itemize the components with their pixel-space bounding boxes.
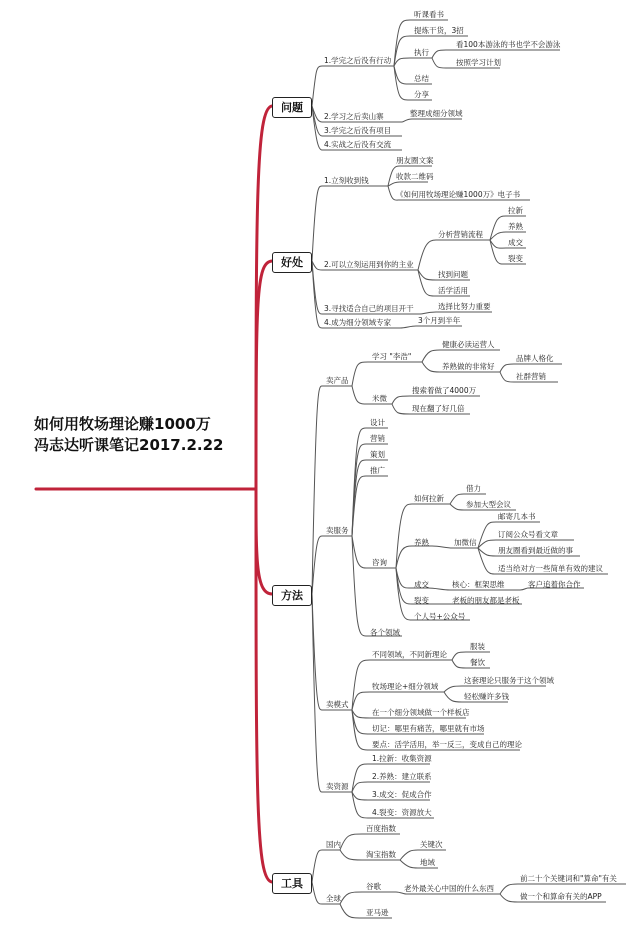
root-title-line1: 如何用牧场理论赚1000万 <box>34 415 211 433</box>
node-haochu-b: 2.可以立刻运用到你的主业 <box>324 260 414 269</box>
node-fangfa-a22: 现在翻了好几倍 <box>412 404 465 413</box>
node-fangfa-a121: 品牌人格化 <box>516 354 554 363</box>
node-fangfa-a12: 养熟做的非常好 <box>442 362 495 371</box>
node-haochu-a2: 收款二维码 <box>396 172 434 181</box>
node-fangfa-a1: 学习 "李浩" <box>372 352 412 361</box>
node-wenti-a5: 分享 <box>414 90 429 99</box>
node-wenti-a1: 听课看书 <box>414 10 444 19</box>
node-fangfa-b4: 推广 <box>370 466 385 475</box>
node-gongju-a21: 关键次 <box>420 840 443 849</box>
node-fangfa-a2: 米微 <box>372 394 387 403</box>
node-fangfa-d1: 1.拉新：收集资源 <box>372 754 432 763</box>
node-fangfa-b2: 营销 <box>370 434 385 443</box>
node-fangfa-b3: 策划 <box>370 450 385 459</box>
node-haochu-b3: 活学活用 <box>438 286 468 295</box>
node-fangfa-a21: 搜索着做了4000万 <box>412 386 477 395</box>
node-fangfa-c12: 餐饮 <box>470 658 485 667</box>
node-fangfa-a: 卖产品 <box>326 376 349 385</box>
node-haochu-b14: 裂变 <box>508 254 523 263</box>
node-fangfa-c22: 轻松赚许多钱 <box>464 692 509 701</box>
node-gongju-b111: 前二十个关键词和"算命"有关 <box>520 874 617 883</box>
node-fangfa-a122: 社群营销 <box>516 372 546 381</box>
node-fangfa-b5: 咨询 <box>372 558 387 567</box>
node-fangfa-b541: 老板的朋友都是老板 <box>452 596 520 605</box>
node-gongju-a2: 淘宝指数 <box>366 850 396 859</box>
node-wenti-a4: 总结 <box>414 74 429 83</box>
branch-wenti[interactable]: 问题 <box>272 97 312 118</box>
node-haochu-a1: 朋友圈文案 <box>396 156 434 165</box>
node-fangfa-b5311: 客户追着你合作 <box>528 580 581 589</box>
root-title <box>34 414 244 456</box>
node-fangfa-d: 卖资源 <box>326 782 349 791</box>
node-haochu-b11: 拉新 <box>508 206 523 215</box>
node-haochu-c: 3.寻找适合自己的项目开干 <box>324 304 414 313</box>
node-gongju-b11: 老外最关心中国的什么东西 <box>404 884 494 893</box>
node-haochu-d1: 3个月到半年 <box>418 316 461 325</box>
node-fangfa-b52: 养熟 <box>414 538 429 547</box>
branch-haochu[interactable]: 好处 <box>272 252 312 273</box>
node-wenti-a32: 按照学习计划 <box>456 58 501 67</box>
node-fangfa-d4: 4.裂变：资源放大 <box>372 808 432 817</box>
node-wenti-c: 3.学完之后没有项目 <box>324 126 392 135</box>
node-haochu-b12: 养熟 <box>508 222 523 231</box>
node-gongju-a1: 百度指数 <box>366 824 396 833</box>
node-fangfa-c4: 切记：哪里有痛苦，哪里就有市场 <box>372 724 485 733</box>
node-fangfa-c21: 这套理论只服务于这个领域 <box>464 676 554 685</box>
node-haochu-c1: 选择比努力重要 <box>438 302 491 311</box>
node-fangfa-b5213: 朋友圈看到最近做的事 <box>498 546 573 555</box>
node-fangfa-b1: 设计 <box>370 418 385 427</box>
node-fangfa-b5212: 订阅公众号看文章 <box>498 530 558 539</box>
node-fangfa-d2: 2.养熟：建立联系 <box>372 772 432 781</box>
node-fangfa-d3: 3.成交：促成合作 <box>372 790 432 799</box>
node-fangfa-b531: 核心：框架思维 <box>452 580 505 589</box>
node-fangfa-c: 卖模式 <box>326 700 349 709</box>
node-fangfa-b512: 参加大型会议 <box>466 500 511 509</box>
node-gongju-b2: 亚马逊 <box>366 908 389 917</box>
node-haochu-a3: 《如何用牧场理论赚1000万》电子书 <box>396 190 521 199</box>
node-fangfa-a11: 健康必读运营人 <box>442 340 495 349</box>
node-fangfa-b54: 裂变 <box>414 596 429 605</box>
node-gongju-b1: 谷歌 <box>366 882 381 891</box>
node-fangfa-c2: 牧场理论+细分领域 <box>372 682 439 691</box>
node-fangfa-c1: 不同领域，不同新理论 <box>372 650 447 659</box>
node-wenti-d: 4.实战之后没有交流 <box>324 140 392 149</box>
node-fangfa-b: 卖服务 <box>326 526 349 535</box>
node-wenti-a3: 执行 <box>414 48 429 57</box>
node-fangfa-b51: 如何拉新 <box>414 494 444 503</box>
node-haochu-a: 1.立刻收到钱 <box>324 176 369 185</box>
node-fangfa-c3: 在一个细分领域做一个样板店 <box>372 708 470 717</box>
node-wenti-a31: 看100本游泳的书也学不会游泳 <box>456 40 561 49</box>
root-title-line2: 冯志达听课笔记2017.2.22 <box>34 436 224 454</box>
node-fangfa-b5214: 适当给对方一些简单有效的建议 <box>498 564 603 573</box>
node-wenti-b1: 整理成细分领域 <box>410 109 463 118</box>
node-gongju-a: 国内 <box>326 840 341 849</box>
branch-fangfa[interactable]: 方法 <box>272 585 312 606</box>
node-wenti-a: 1.学完之后没有行动 <box>324 56 392 65</box>
node-wenti-b: 2.学习之后卖山寨 <box>324 112 384 121</box>
node-gongju-b112: 做一个和算命有关的APP <box>520 892 602 901</box>
branch-gongju[interactable]: 工具 <box>272 873 312 894</box>
node-fangfa-b6: 各个领域 <box>370 628 400 637</box>
node-fangfa-b55: 个人号+公众号 <box>414 612 466 621</box>
node-fangfa-b511: 借力 <box>466 484 481 493</box>
node-gongju-b: 全球 <box>326 894 341 903</box>
node-haochu-b2: 找到问题 <box>438 270 468 279</box>
node-fangfa-b521: 加微信 <box>454 538 477 547</box>
node-gongju-a22: 地域 <box>420 858 435 867</box>
node-wenti-a2: 提炼干货，3招 <box>414 26 464 35</box>
node-fangfa-b5211: 邮寄几本书 <box>498 512 536 521</box>
node-haochu-d: 4.成为细分领域专家 <box>324 318 392 327</box>
node-haochu-b13: 成交 <box>508 238 523 247</box>
node-fangfa-c5: 要点：活学活用，举一反三，变成自己的理论 <box>372 740 522 749</box>
node-fangfa-b53: 成交 <box>414 580 429 589</box>
node-fangfa-c11: 服装 <box>470 642 485 651</box>
node-haochu-b1: 分析营销流程 <box>438 230 483 239</box>
